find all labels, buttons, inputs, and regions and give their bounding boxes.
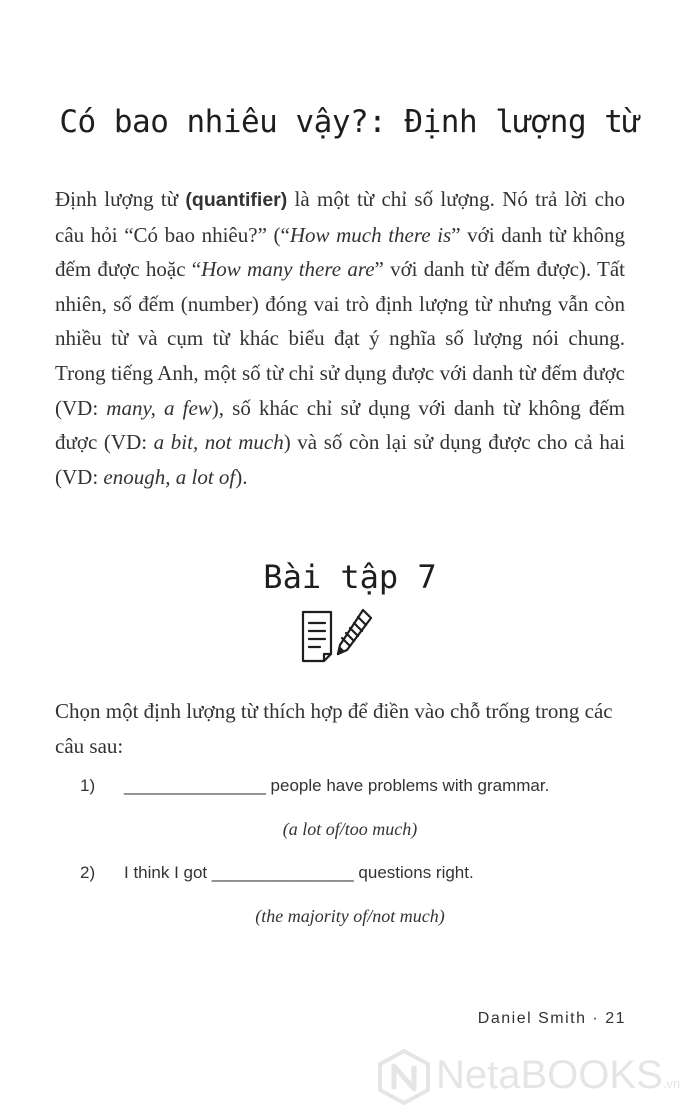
watermark-text <box>436 1053 680 1098</box>
intro-text-2: là một từ chỉ số lượng. Nó trả lời cho câu hỏi “Có bao nhiêu?” (“ <box>55 187 625 247</box>
page-title: Có bao nhiêu vậy?: Định lượng từ <box>59 104 641 140</box>
intro-term-bold: (quantifier) <box>185 189 288 211</box>
question-options: (a lot of/too much) <box>282 819 418 839</box>
intro-italic-5: enough, a lot of <box>103 464 236 489</box>
question-number: 1) <box>80 776 96 795</box>
watermark-suffix: .vn <box>662 1076 681 1091</box>
exercise-instruction: Chọn một định lượng từ thích hợp để điền vào chỗ trống trong các câu sau: <box>55 699 613 758</box>
question-text: _______________ people have problems with grammar. <box>124 776 550 795</box>
worksheet-pencil-icon <box>297 606 379 666</box>
intro-italic-1: How much there is <box>289 222 452 247</box>
intro-text-4: ” với danh từ đếm được). Tất nhiên, số đếm (number) đóng vai trò định lượng từ nhưng vẫn còn nhiều từ và cụm từ khác biểu đạt ý nghĩa số lượng nói chung. Trong tiếng Anh, một số từ chỉ sử dụng được với danh từ đếm được (VD: <box>55 257 625 420</box>
question-number: 2) <box>80 863 96 882</box>
intro-text-5: ), số khác chỉ sử dụng với danh từ không đếm được (VD: <box>55 395 625 455</box>
watermark-brand: NetaBOOKS <box>436 1053 663 1097</box>
intro-italic-2: How many there are <box>201 257 375 282</box>
question-text: I think I got _______________ questions right. <box>124 863 474 882</box>
intro-text-7: ). <box>235 464 248 489</box>
intro-italic-4: a bit, not much <box>153 430 284 455</box>
intro-text-6: ) và số còn lại sử dụng được cho cả hai (VD: <box>55 430 625 489</box>
intro-paragraph <box>55 182 625 494</box>
page-footer: Daniel Smith · 21 <box>477 1010 626 1027</box>
exercise-title: Bài tập 7 <box>263 558 437 596</box>
intro-text-3: ” với danh từ không đếm được hoặc “ <box>55 222 625 282</box>
intro-text-1: Định lượng từ <box>55 187 186 211</box>
intro-italic-3: many, a few <box>106 395 212 420</box>
netabooks-logo-icon <box>378 1049 430 1105</box>
question-options: (the majority of/not much) <box>255 906 445 926</box>
netabooks-watermark <box>378 1045 698 1111</box>
